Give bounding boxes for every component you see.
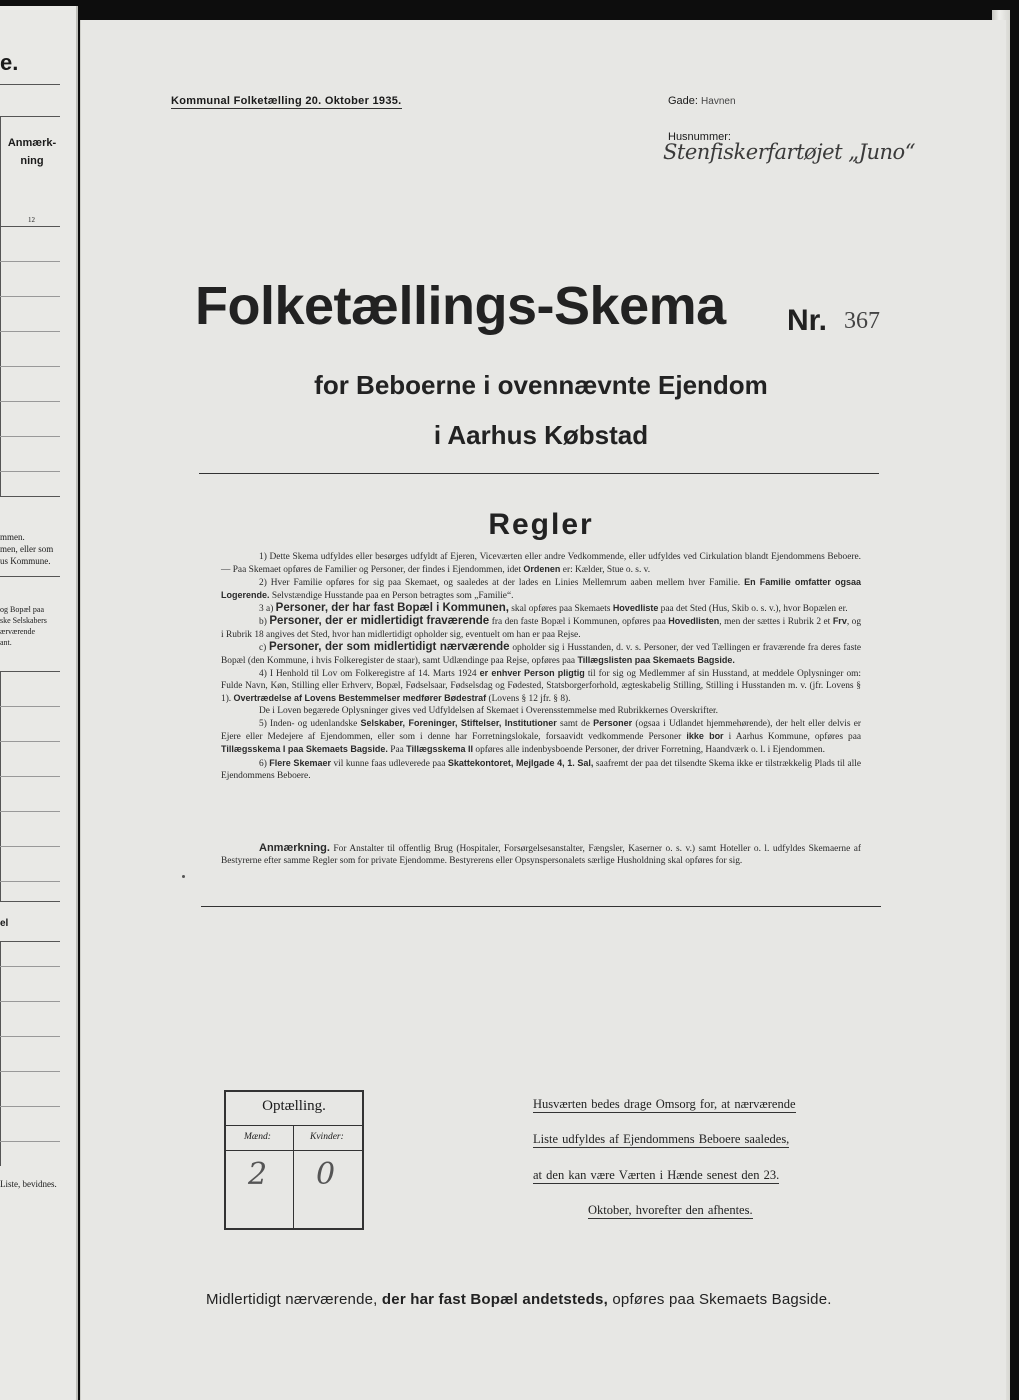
table-row-rule: [0, 1036, 60, 1037]
table-row-rule: [0, 1001, 60, 1002]
count-box-rule: [226, 1150, 362, 1151]
rule-text: opholder sig i Husstanden, d. v. s. Personer, der ved Tællingen er fraværende fra deres faste Bopæl (den Kommune, i hvis Folkeregister de staar), samt Udlændinge paa Rejse, opføres paa: [221, 642, 862, 666]
table-vertical-rule: [0, 116, 1, 496]
table-rule: [0, 116, 60, 117]
rules-heading: Regler: [488, 508, 594, 541]
form-number-value: 367: [844, 308, 880, 334]
count-box: [224, 1090, 364, 1230]
table-row-rule: [0, 436, 60, 437]
rule-emphasis: Flere Skemaer: [269, 757, 331, 768]
table-row-rule: [0, 296, 60, 297]
note-text: ærværende: [0, 627, 36, 636]
rule-text: opføres alle indenbysboende Personer, der driver Forretning, Haandværk o. l. i Ejendommen.: [475, 745, 825, 756]
footer-text: opføres paa Skemaets Bagside.: [612, 1291, 832, 1308]
rule-3c: [221, 641, 861, 667]
rule-text: skal opføres paa Skemaets: [511, 604, 611, 615]
rule-emphasis: Tillægslisten paa Skemaets Bagside.: [577, 654, 735, 665]
rule-text: 6): [259, 758, 267, 769]
men-count-label: Mænd:: [244, 1132, 271, 1142]
form-subtitle-location: i Aarhus Købstad: [433, 420, 649, 450]
rule-text: (Lovens § 12 jfr. § 8).: [488, 694, 571, 705]
table-row-rule: [0, 741, 60, 742]
footer-emphasis: der har fast Bopæl andetsteds,: [381, 1291, 608, 1308]
street-value: Havnen: [701, 96, 736, 107]
rule-text: , men der sættes i Rubrik 2 et: [719, 617, 831, 628]
rule-text: samt de: [560, 719, 590, 730]
landlord-notice-line: Liste udfyldes af Ejendommens Beboere saaledes,: [533, 1132, 790, 1146]
landlord-notice-line: Oktober, hvorefter den afhentes.: [588, 1203, 753, 1217]
table-vertical-rule: [0, 941, 1, 1166]
table-rule: [0, 84, 60, 85]
census-form-page: [80, 20, 1006, 1400]
table-row-rule: [0, 1071, 60, 1072]
rule-4-note: De i Loven begærede Oplysninger gives ved Udfyldelsen af Skemaet i Overensstemmelse med Rubrikkernes Overskrifter.: [259, 706, 718, 717]
previous-page-edge: [0, 6, 78, 1400]
rule-2: [221, 576, 861, 602]
house-number-handwritten-value: Stenfiskerfartøjet „Juno“: [663, 140, 915, 164]
rule-emphasis: Ordenen: [523, 564, 561, 575]
column-header-anmaerkning: [4, 134, 60, 170]
rule-text: b): [259, 617, 267, 628]
street-field: [668, 95, 736, 107]
rule-3a: [221, 602, 861, 615]
rule-emphasis: Personer, der som midlertidigt nærværende: [269, 640, 510, 653]
previous-page-title-fragment: e.: [0, 50, 19, 75]
column-header-line: Anmærk-: [7, 137, 57, 149]
column-header-line: ning: [20, 155, 44, 167]
table-rule: [0, 226, 60, 227]
house-number-label: Husnummer:: [668, 131, 731, 143]
rule-emphasis: Tillægsskema I paa Skemaets Bagside.: [221, 744, 388, 755]
section-fragment: el: [0, 918, 9, 929]
landlord-notice-line: at den kan være Værten i Hænde senest den 23.: [533, 1168, 780, 1182]
column-number: 12: [28, 216, 35, 224]
rule-emphasis: En Familie omfatter ogsaa Logerende.: [221, 577, 861, 601]
rules-body: [221, 551, 861, 782]
table-row-rule: [0, 401, 60, 402]
table-rule: [0, 496, 60, 497]
women-count-value: 0: [316, 1157, 336, 1192]
rule-emphasis: Hovedlisten: [668, 616, 720, 627]
rule-emphasis: Tillægsskema II: [406, 744, 474, 755]
note-text: men, eller som: [0, 544, 54, 554]
rule-emphasis: Hovedliste: [612, 603, 659, 614]
rule-text: i Aarhus Kommune, opføres paa: [728, 732, 862, 743]
table-row-rule: [0, 776, 60, 777]
rule-6: [221, 757, 861, 782]
table-row-rule: [0, 1106, 60, 1107]
note-text: us Kommune.: [0, 556, 51, 566]
rule-4: [221, 667, 861, 705]
ink-dot: [182, 875, 185, 878]
note-text: og Bopæl paa: [0, 605, 44, 614]
note-text: Liste, bevidnes.: [0, 1179, 57, 1189]
form-number-label: Nr.: [787, 304, 828, 337]
remark-text: For Anstalter til offentlig Brug (Hospitaler, Forsørgelsesanstalter, Fængsler, Kaserner o. s. v.) samt Hoteller o. l. udfyldes Skemaerne af Bestyrerne efter samme Regler som for private Ejendomme. Bestyrerens eller Opsynspersonalets særlige Husholdning skal opføres for sig.: [221, 844, 862, 867]
census-header: Kommunal Folketælling 20. Oktober 1935.: [171, 95, 402, 107]
landlord-notice-line: Husværten bedes drage Omsorg for, at nærværende: [533, 1097, 796, 1111]
table-row-rule: [0, 261, 60, 262]
rule-text: er: Kælder, Stue o. s. v.: [562, 565, 651, 576]
rule-text: 5) Inden- og udenlandske: [259, 719, 358, 730]
rule-emphasis: Personer, der har fast Bopæl i Kommunen,: [275, 602, 509, 615]
divider: [199, 473, 879, 474]
count-box-rule: [226, 1125, 362, 1126]
rule-3b: [221, 615, 861, 640]
rule-emphasis: Skattekontoret, Mejlgade 4, 1. Sal,: [447, 757, 594, 768]
rule-emphasis: Personer, der er midlertidigt fraværende: [269, 615, 490, 628]
rule-5: [221, 717, 861, 756]
table-rule: [0, 671, 60, 672]
count-title: Optælling.: [262, 1098, 326, 1114]
table-row-rule: [0, 366, 60, 367]
form-title: Folketællings-Skema: [195, 276, 726, 336]
note-text: mmen.: [0, 532, 25, 542]
rule-text: 1) Dette Skema udfyldes eller besørges udfyldt af Ejeren, Viceværten eller andre Vedkommende, eller udfyldes ved Cirkulation blandt Ejendommens Beboere. — Paa Skemaet opføres de Familier og Personer, der findes i Ejendommen, idet: [221, 552, 861, 576]
form-subtitle: for Beboerne i ovennævnte Ejendom: [314, 370, 768, 400]
table-row-rule: [0, 846, 60, 847]
footer-text: Midlertidigt nærværende,: [206, 1291, 378, 1308]
table-rule: [0, 941, 60, 942]
note-text: ant.: [0, 638, 12, 647]
table-row-rule: [0, 331, 60, 332]
rule-emphasis: Frv: [832, 616, 847, 627]
table-row-rule: [0, 966, 60, 967]
rule-text: Paa: [390, 745, 404, 756]
table-row-rule: [0, 1141, 60, 1142]
street-label: Gade:: [668, 95, 698, 107]
rule-emphasis: Overtrædelse af Lovens Bestemmelser medfører Bødestraf: [233, 693, 487, 704]
rule-text: Selvstændige Husstande paa en Person betragtes som „Familie“.: [271, 591, 514, 602]
women-count-label: Kvinder:: [310, 1132, 344, 1142]
rule-text: saafremt der paa det tilsendte Skema ikke er tilstrækkelig Plads til alle Ejendommens Beboere.: [221, 758, 862, 781]
divider: [201, 906, 881, 907]
rule-1: [221, 551, 861, 576]
men-count-value: 2: [248, 1157, 268, 1192]
remark-note: [221, 842, 861, 867]
rule-emphasis: Selskaber, Foreninger, Stiftelser, Institutioner: [360, 718, 557, 729]
note-text: ske Selskabers: [0, 616, 47, 625]
table-rule: [0, 901, 60, 902]
table-row-rule: [0, 706, 60, 707]
rule-text: 4) I Henhold til Lov om Folkeregistre af 14. Marts 1924: [259, 668, 477, 679]
rule-emphasis: ikke bor: [686, 731, 724, 742]
rule-text: 2) Hver Familie opføres for sig paa Skemaet, og saaledes at der lades en Linies Mellemrum aaben mellem hver Familie.: [259, 578, 741, 589]
rule-text: til for sig og Medlemmer af sin Husstand, at meddele Oplysninger om: Fulde Navn, Køn, Stilling eller Erhverv, Bopæl, Fødselsaar, Fødselsdag og Fødested, Statsborgerforhold, ægteskabelig Stilling, Stilling i Husstanden m. v. (jfr. Lovens § 1).: [221, 668, 862, 705]
table-rule: [0, 576, 60, 577]
rule-text: vil kunne faas udleverede paa: [333, 758, 446, 769]
footer-note: [206, 1291, 832, 1308]
remark-heading: Anmærkning.: [259, 842, 330, 854]
rule-text: fra den faste Bopæl i Kommunen, opføres paa: [491, 617, 666, 628]
table-row-rule: [0, 881, 60, 882]
rule-text: paa det Sted (Hus, Skib o. s. v.), hvor Bopælen er.: [660, 604, 848, 615]
rule-text: 3 a): [259, 604, 274, 615]
rule-emphasis: er enhver Person pligtig: [479, 667, 585, 678]
rule-text: (ogsaa i Udlandet hjemmehørende), der helt eller delvis er Ejere eller Medejere af Ejendommen, eller som i denne har Forretningslokale, forsaavidt vedkommende Personer: [221, 719, 862, 743]
table-row-rule: [0, 471, 60, 472]
count-box-divider: [293, 1125, 294, 1228]
rule-text: , og i Rubrik 18 angives det Sted, hvor han midlertidigt opholder sig, eventuelt om han er paa Rejse.: [221, 617, 862, 640]
rule-emphasis: Personer: [593, 718, 633, 729]
table-row-rule: [0, 811, 60, 812]
rule-text: c): [259, 642, 267, 653]
